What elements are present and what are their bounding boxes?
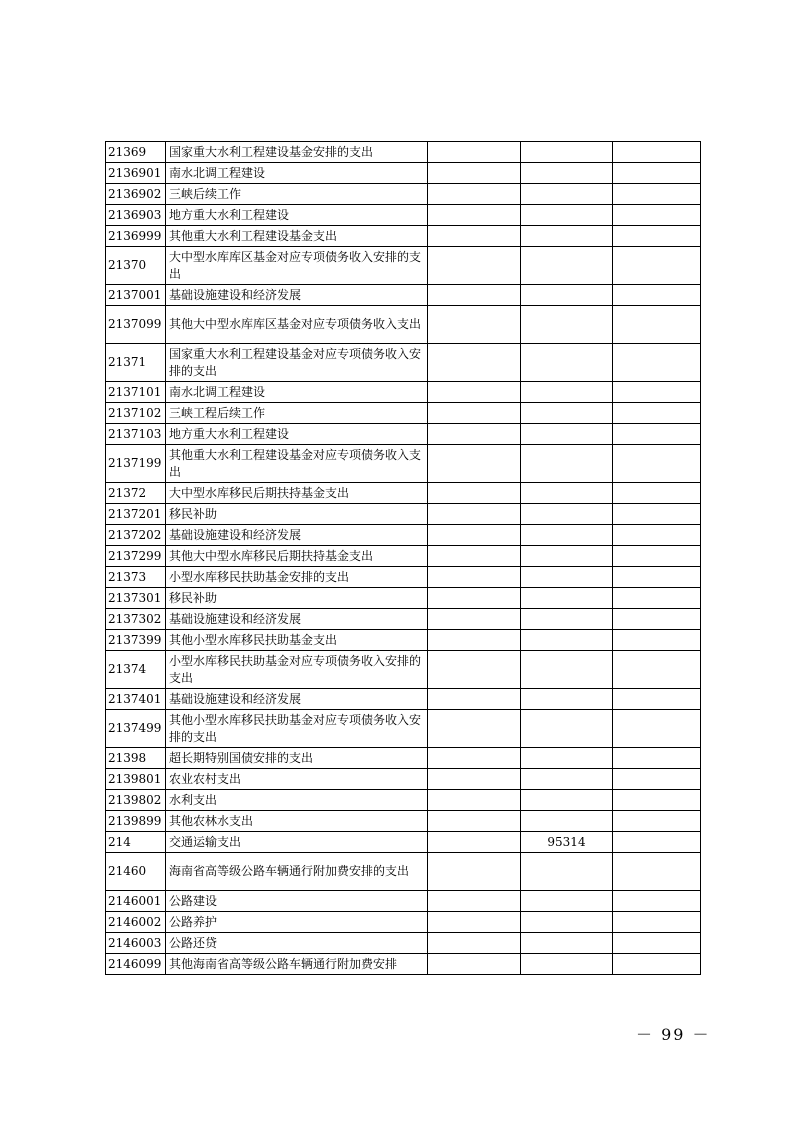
table-row <box>106 445 701 483</box>
value-cell-1 <box>428 424 521 445</box>
name-cell: 基础设施建设和经济发展 <box>166 689 428 710</box>
value-cell-2 <box>521 567 613 588</box>
name-cell: 国家重大水利工程建设基金对应专项债务收入安排的支出 <box>166 344 428 382</box>
value-cell-2 <box>521 630 613 651</box>
code-cell: 2137399 <box>106 630 166 651</box>
value-cell-3 <box>613 748 701 769</box>
value-cell-1 <box>428 247 521 285</box>
name-cell: 其他小型水库移民扶助基金对应专项债务收入安排的支出 <box>166 710 428 748</box>
value-cell-3 <box>613 382 701 403</box>
value-cell-3 <box>613 483 701 504</box>
name-cell: 基础设施建设和经济发展 <box>166 525 428 546</box>
code-cell: 2137103 <box>106 424 166 445</box>
name-cell: 其他重大水利工程建设基金支出 <box>166 226 428 247</box>
value-cell-2 <box>521 891 613 912</box>
code-cell: 2137301 <box>106 588 166 609</box>
value-cell-3 <box>613 588 701 609</box>
code-cell: 2146099 <box>106 954 166 975</box>
value-cell-2 <box>521 142 613 163</box>
value-cell-1 <box>428 933 521 954</box>
table-row <box>106 853 701 891</box>
code-cell: 2139802 <box>106 790 166 811</box>
value-cell-2 <box>521 912 613 933</box>
value-cell-2: 95314 <box>521 832 613 853</box>
code-cell: 2136999 <box>106 226 166 247</box>
value-cell-1 <box>428 504 521 525</box>
code-cell: 2137199 <box>106 445 166 483</box>
code-cell: 2136902 <box>106 184 166 205</box>
value-cell-1 <box>428 811 521 832</box>
value-cell-2 <box>521 748 613 769</box>
value-cell-3 <box>613 424 701 445</box>
name-cell: 其他重大水利工程建设基金对应专项债务收入支出 <box>166 445 428 483</box>
value-cell-1 <box>428 285 521 306</box>
value-cell-3 <box>613 445 701 483</box>
name-cell: 移民补助 <box>166 504 428 525</box>
name-cell: 南水北调工程建设 <box>166 382 428 403</box>
name-cell: 南水北调工程建设 <box>166 163 428 184</box>
value-cell-2 <box>521 954 613 975</box>
code-cell: 21374 <box>106 651 166 689</box>
value-cell-3 <box>613 142 701 163</box>
value-cell-1 <box>428 769 521 790</box>
value-cell-1 <box>428 651 521 689</box>
table-row <box>106 689 701 710</box>
value-cell-1 <box>428 163 521 184</box>
value-cell-1 <box>428 546 521 567</box>
value-cell-2 <box>521 546 613 567</box>
code-cell: 2137201 <box>106 504 166 525</box>
table-row <box>106 344 701 382</box>
name-cell: 国家重大水利工程建设基金安排的支出 <box>166 142 428 163</box>
value-cell-1 <box>428 382 521 403</box>
code-cell: 2136901 <box>106 163 166 184</box>
value-cell-1 <box>428 344 521 382</box>
value-cell-3 <box>613 184 701 205</box>
value-cell-3 <box>613 226 701 247</box>
value-cell-1 <box>428 142 521 163</box>
value-cell-2 <box>521 504 613 525</box>
code-cell: 2146001 <box>106 891 166 912</box>
code-cell: 2146003 <box>106 933 166 954</box>
value-cell-2 <box>521 226 613 247</box>
table-row <box>106 184 701 205</box>
code-cell: 2137101 <box>106 382 166 403</box>
name-cell: 基础设施建设和经济发展 <box>166 285 428 306</box>
table-row <box>106 588 701 609</box>
table-row <box>106 912 701 933</box>
value-cell-3 <box>613 832 701 853</box>
value-cell-1 <box>428 205 521 226</box>
value-cell-3 <box>613 912 701 933</box>
table-row <box>106 483 701 504</box>
value-cell-1 <box>428 588 521 609</box>
budget-table <box>105 141 701 975</box>
code-cell: 21460 <box>106 853 166 891</box>
table-row <box>106 142 701 163</box>
table-row <box>106 954 701 975</box>
name-cell: 小型水库移民扶助基金对应专项债务收入安排的支出 <box>166 651 428 689</box>
value-cell-1 <box>428 891 521 912</box>
name-cell: 地方重大水利工程建设 <box>166 205 428 226</box>
name-cell: 大中型水库移民后期扶持基金支出 <box>166 483 428 504</box>
table-row <box>106 205 701 226</box>
table-row <box>106 226 701 247</box>
value-cell-3 <box>613 933 701 954</box>
value-cell-2 <box>521 525 613 546</box>
table-row <box>106 790 701 811</box>
code-cell: 2137299 <box>106 546 166 567</box>
table-row <box>106 504 701 525</box>
value-cell-3 <box>613 247 701 285</box>
value-cell-3 <box>613 403 701 424</box>
table-row <box>106 567 701 588</box>
value-cell-2 <box>521 424 613 445</box>
table-row <box>106 748 701 769</box>
code-cell: 21371 <box>106 344 166 382</box>
value-cell-3 <box>613 954 701 975</box>
value-cell-2 <box>521 403 613 424</box>
code-cell: 2137102 <box>106 403 166 424</box>
value-cell-3 <box>613 811 701 832</box>
value-cell-3 <box>613 525 701 546</box>
name-cell: 公路还贷 <box>166 933 428 954</box>
table-row <box>106 546 701 567</box>
value-cell-2 <box>521 382 613 403</box>
name-cell: 超长期特别国债安排的支出 <box>166 748 428 769</box>
code-cell: 2137401 <box>106 689 166 710</box>
value-cell-3 <box>613 567 701 588</box>
table-row <box>106 933 701 954</box>
value-cell-1 <box>428 403 521 424</box>
value-cell-2 <box>521 205 613 226</box>
code-cell: 21372 <box>106 483 166 504</box>
name-cell: 其他大中型水库库区基金对应专项债务收入支出 <box>166 306 428 344</box>
value-cell-3 <box>613 710 701 748</box>
value-cell-1 <box>428 609 521 630</box>
value-cell-3 <box>613 689 701 710</box>
value-cell-2 <box>521 344 613 382</box>
value-cell-2 <box>521 651 613 689</box>
value-cell-3 <box>613 630 701 651</box>
value-cell-2 <box>521 445 613 483</box>
value-cell-1 <box>428 226 521 247</box>
name-cell: 交通运输支出 <box>166 832 428 853</box>
name-cell: 小型水库移民扶助基金安排的支出 <box>166 567 428 588</box>
value-cell-2 <box>521 588 613 609</box>
table-row <box>106 651 701 689</box>
value-cell-2 <box>521 710 613 748</box>
value-cell-1 <box>428 790 521 811</box>
name-cell: 大中型水库库区基金对应专项债务收入安排的支出 <box>166 247 428 285</box>
name-cell: 其他小型水库移民扶助基金支出 <box>166 630 428 651</box>
value-cell-1 <box>428 832 521 853</box>
value-cell-3 <box>613 306 701 344</box>
code-cell: 2137302 <box>106 609 166 630</box>
name-cell: 公路养护 <box>166 912 428 933</box>
value-cell-3 <box>613 891 701 912</box>
value-cell-1 <box>428 483 521 504</box>
name-cell: 海南省高等级公路车辆通行附加费安排的支出 <box>166 853 428 891</box>
value-cell-3 <box>613 344 701 382</box>
value-cell-3 <box>613 546 701 567</box>
value-cell-1 <box>428 710 521 748</box>
value-cell-1 <box>428 184 521 205</box>
code-cell: 21369 <box>106 142 166 163</box>
value-cell-3 <box>613 769 701 790</box>
name-cell: 公路建设 <box>166 891 428 912</box>
code-cell: 2137099 <box>106 306 166 344</box>
value-cell-3 <box>613 163 701 184</box>
name-cell: 移民补助 <box>166 588 428 609</box>
code-cell: 21370 <box>106 247 166 285</box>
value-cell-3 <box>613 285 701 306</box>
table-row <box>106 832 701 853</box>
value-cell-2 <box>521 483 613 504</box>
value-cell-1 <box>428 567 521 588</box>
value-cell-3 <box>613 504 701 525</box>
table-row <box>106 306 701 344</box>
value-cell-2 <box>521 184 613 205</box>
name-cell: 地方重大水利工程建设 <box>166 424 428 445</box>
value-cell-2 <box>521 163 613 184</box>
table-row <box>106 285 701 306</box>
code-cell: 214 <box>106 832 166 853</box>
code-cell: 2139801 <box>106 769 166 790</box>
code-cell: 2137499 <box>106 710 166 748</box>
table-row <box>106 403 701 424</box>
value-cell-1 <box>428 525 521 546</box>
value-cell-3 <box>613 853 701 891</box>
value-cell-2 <box>521 933 613 954</box>
code-cell: 2137001 <box>106 285 166 306</box>
table-row <box>106 630 701 651</box>
value-cell-1 <box>428 954 521 975</box>
table-row <box>106 163 701 184</box>
table-row <box>106 811 701 832</box>
table-row <box>106 424 701 445</box>
table-row <box>106 769 701 790</box>
name-cell: 其他海南省高等级公路车辆通行附加费安排 <box>166 954 428 975</box>
table-row <box>106 609 701 630</box>
code-cell: 2137202 <box>106 525 166 546</box>
value-cell-1 <box>428 689 521 710</box>
value-cell-3 <box>613 651 701 689</box>
value-cell-1 <box>428 748 521 769</box>
table-row <box>106 891 701 912</box>
value-cell-2 <box>521 769 613 790</box>
name-cell: 基础设施建设和经济发展 <box>166 609 428 630</box>
code-cell: 21373 <box>106 567 166 588</box>
value-cell-2 <box>521 811 613 832</box>
table-row <box>106 247 701 285</box>
value-cell-1 <box>428 306 521 344</box>
value-cell-2 <box>521 790 613 811</box>
code-cell: 21398 <box>106 748 166 769</box>
value-cell-2 <box>521 689 613 710</box>
value-cell-1 <box>428 630 521 651</box>
value-cell-1 <box>428 912 521 933</box>
table-body <box>106 142 701 975</box>
value-cell-2 <box>521 306 613 344</box>
value-cell-1 <box>428 853 521 891</box>
value-cell-2 <box>521 247 613 285</box>
value-cell-3 <box>613 205 701 226</box>
value-cell-2 <box>521 853 613 891</box>
name-cell: 三峡工程后续工作 <box>166 403 428 424</box>
code-cell: 2136903 <box>106 205 166 226</box>
name-cell: 水利支出 <box>166 790 428 811</box>
table-row <box>106 525 701 546</box>
table-row <box>106 710 701 748</box>
code-cell: 2146002 <box>106 912 166 933</box>
value-cell-3 <box>613 790 701 811</box>
value-cell-2 <box>521 285 613 306</box>
name-cell: 其他大中型水库移民后期扶持基金支出 <box>166 546 428 567</box>
value-cell-2 <box>521 609 613 630</box>
value-cell-3 <box>613 609 701 630</box>
name-cell: 其他农林水支出 <box>166 811 428 832</box>
value-cell-1 <box>428 445 521 483</box>
code-cell: 2139899 <box>106 811 166 832</box>
name-cell: 农业农村支出 <box>166 769 428 790</box>
page-number: － 99 － <box>636 1025 711 1044</box>
name-cell: 三峡后续工作 <box>166 184 428 205</box>
table-row <box>106 382 701 403</box>
